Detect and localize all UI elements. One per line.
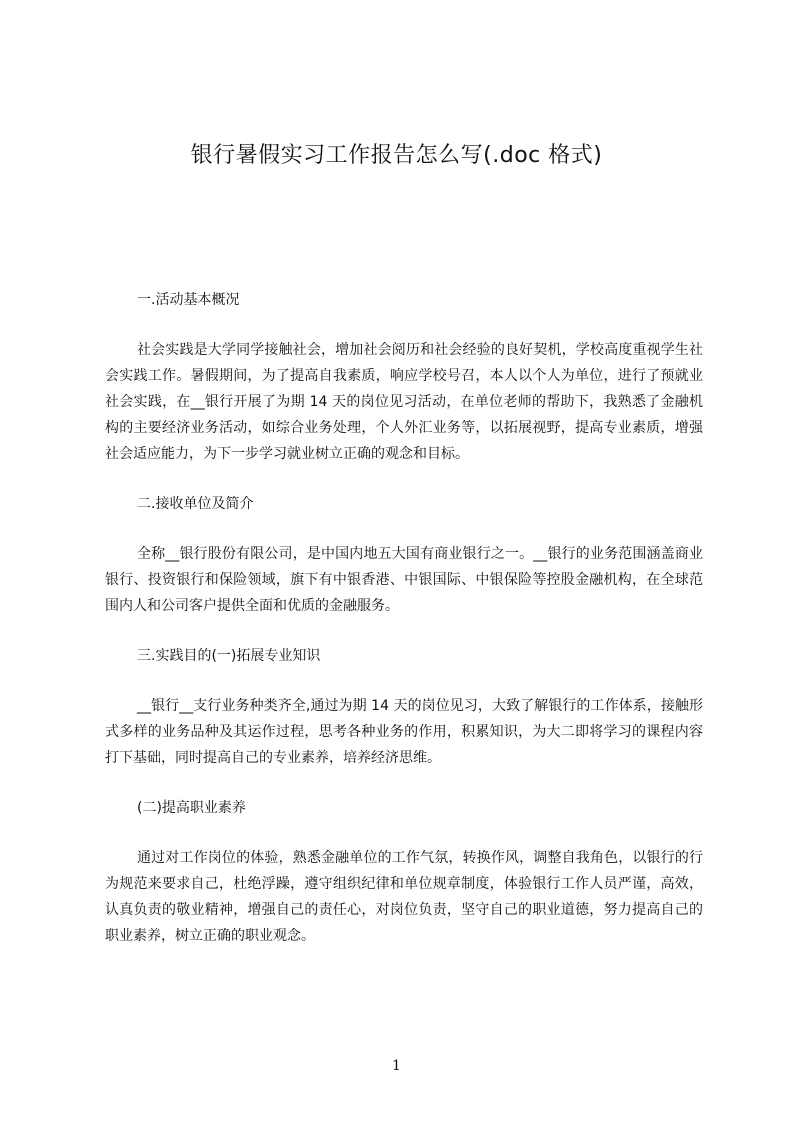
section-paragraph: 通过对工作岗位的体验，熟悉金融单位的工作气氛，转换作风，调整自我角色，以银行的行为规范来要求自己，杜绝浮躁，遵守组织纪律和单位规章制度，体验银行工作人员严谨，高效，认真负责的敬业精神，增强自己的责任心，对岗位负责，坚守自己的职业道德，努力提高自己的职业素养，树立正确的职业观念。	[105, 850, 703, 944]
document-body	[105, 287, 703, 973]
section-paragraph: 全称__银行股份有限公司，是中国内地五大国有商业银行之一。__银行的业务范围涵盖商业银行、投资银行和保险领域，旗下有中银香港、中银国际、中银保险等控股金融机构，在全球范围内人和公司客户提供全面和优质的金融服务。	[105, 546, 703, 614]
section-paragraph: 社会实践是大学同学接触社会，增加社会阅历和社会经验的良好契机，学校高度重视学生社会实践工作。暑假期间，为了提高自我素质，响应学校号召，本人以个人为单位，进行了预就业社会实践，在__银行开展了为期 14 天的岗位见习活动，在单位老师的帮助下，我熟悉了金融机构的主要经济业务活动，如综合业务处理，个人外汇业务等，以拓展视野，提高专业素质，增强社会适应能力，为下一步学习就业树立正确的观念和目标。	[105, 342, 703, 462]
section-practice-purpose	[105, 643, 703, 771]
section-receiving-unit	[105, 491, 703, 619]
section-heading: 三.实践目的(一)拓展专业知识	[137, 648, 321, 664]
section-heading: 二.接收单位及简介	[137, 496, 254, 512]
section-heading: 一.活动基本概况	[137, 292, 240, 308]
document-title: 银行暑假实习工作报告怎么写(.doc 格式)	[190, 143, 603, 168]
section-paragraph: __银行__支行业务种类齐全,通过为期 14 天的岗位见习，大致了解银行的工作体系，接触形式多样的业务品种及其运作过程，思考各种业务的作用，积累知识，为大二即将学习的课程内容打下基础，同时提高自己的专业素养，培养经济思维。	[105, 698, 703, 766]
section-activity-overview	[105, 287, 703, 467]
section-professional-quality	[105, 795, 703, 949]
page-number: 1	[392, 1058, 401, 1074]
section-heading: (二)提高职业素养	[137, 800, 246, 816]
